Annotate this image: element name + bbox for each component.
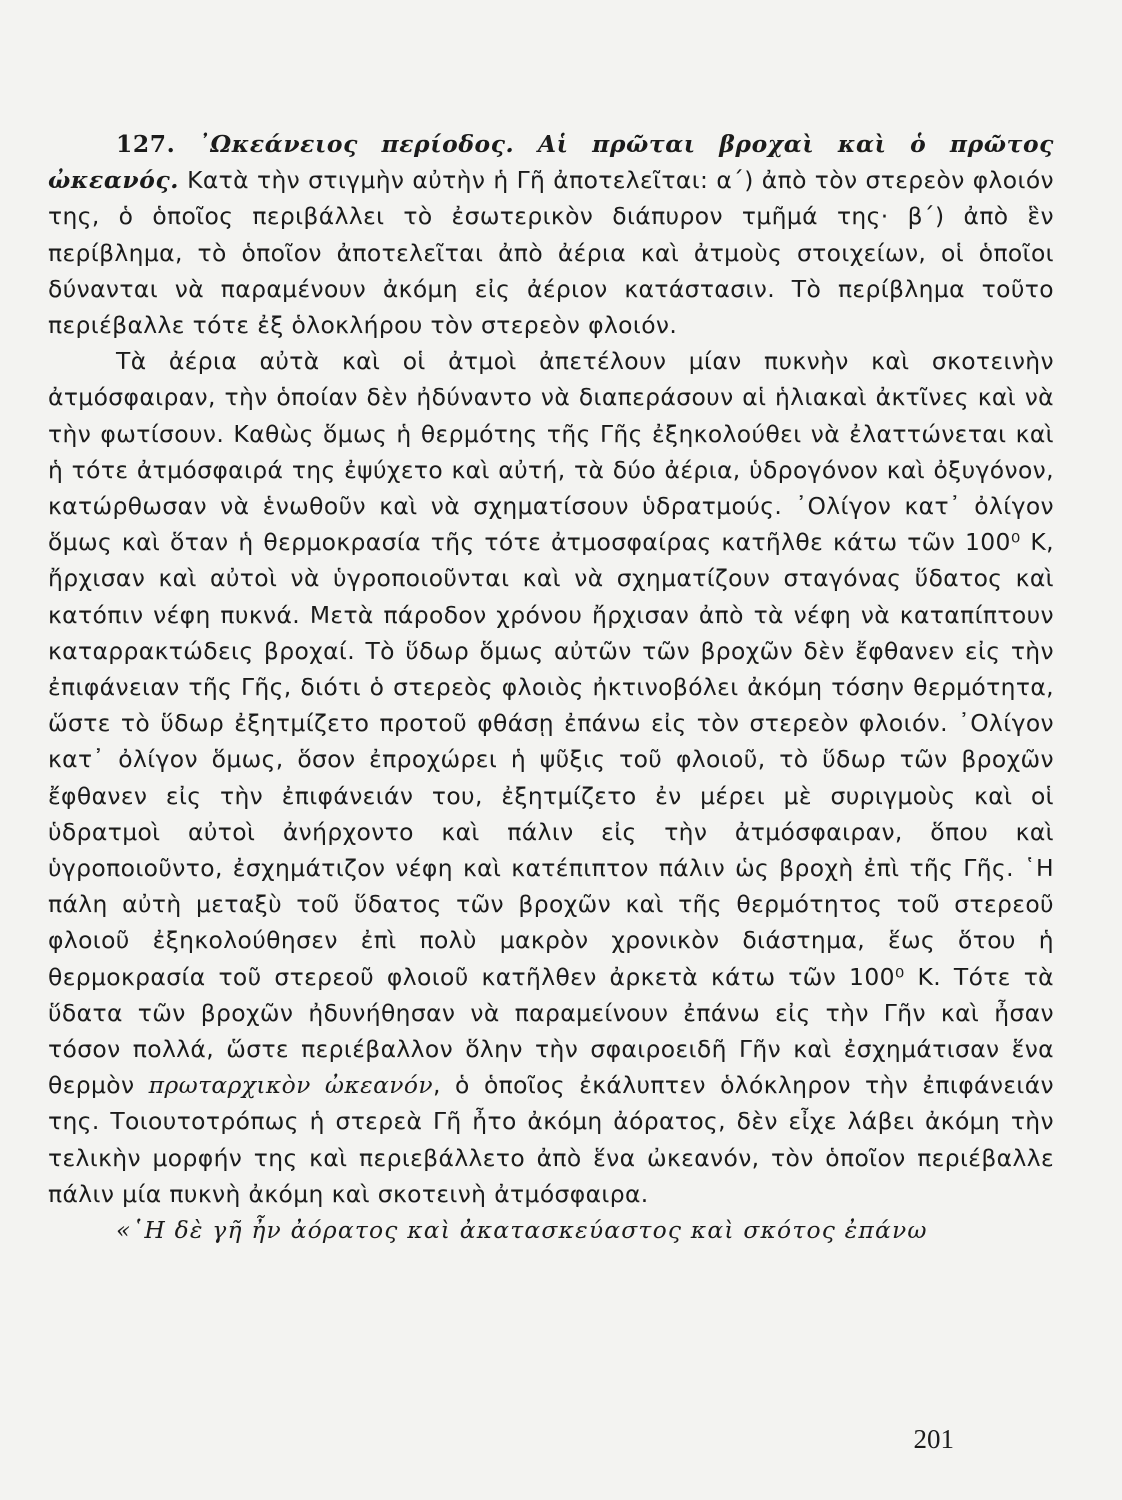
paragraph-2 xyxy=(48,343,1054,1212)
paragraph-2-text-b: , ὁ ὁποῖος ἐκάλυπτεν ὁλόκληρον τὴν ἐπιφάνειάν της. Τοιουτοτρόπως ἡ στερεὰ Γῆ ἦτο ἀκόμη ἀόρατος, δὲν εἶχε λάβει ἀκόμη τὴν τελικὴν μορφήν της καὶ περιεβάλλετο ἀπὸ ἕνα ὠκεανόν, τὸν ὁποῖον περιέβαλλε πάλιν μία πυκνὴ ἀκόμη καὶ σκοτεινὴ ἀτμόσφαιρα. xyxy=(48,1071,1054,1208)
paragraph-1 xyxy=(48,126,1054,343)
scripture-quote: «῾Η δὲ γῆ ἦν ἀόρατος καὶ ἀκατασκεύαστος καὶ σκότος ἐπάνω xyxy=(116,1216,928,1245)
page-number: 201 xyxy=(913,1424,954,1454)
paragraph-2-text-a: Τὰ ἀέρια αὐτὰ καὶ οἱ ἀτμοὶ ἀπετέλουν μίαν πυκνὴν καὶ σκοτεινὴν ἀτμόσφαιραν, τὴν ὁποίαν δὲν ἠδύναντο νὰ διαπεράσουν αἱ ἡλιακαὶ ἀκτῖνες καὶ νὰ τὴν φωτίσουν. Καθὼς ὅμως ἡ θερμότης τῆς Γῆς ἐξηκολούθει νὰ ἐλαττώνεται καὶ ἡ τότε ἀτμόσφαιρά της ἐψύχετο καὶ αὐτή, τὰ δύο ἀέρια, ὑδρογόνον καὶ ὀξυγόνον, κατώρθωσαν νὰ ἑνωθοῦν καὶ νὰ σχηματίσουν ὑδρατμούς. ᾿Ολίγον κατ᾿ ὀλίγον ὅμως καὶ ὅταν ἡ θερμοκρασία τῆς τότε ἀτμοσφαίρας κατῆλθε κάτω τῶν 100⁰ Κ, ἤρχισαν καὶ αὐτοὶ νὰ ὑγροποιοῦνται καὶ νὰ σχηματίζουν σταγόνας ὕδατος καὶ κατόπιν νέφη πυκνά. Μετὰ πάροδον χρόνου ἤρχισαν ἀπὸ τὰ νέφη νὰ καταπίπτουν καταρρακτώδεις βροχαί. Τὸ ὕδωρ ὅμως αὐτῶν τῶν βροχῶν δὲν ἔφθανεν εἰς τὴν ἐπιφάνειαν τῆς Γῆς, διότι ὁ στερεὸς φλοιὸς ἠκτινοβόλει ἀκόμη τόσην θερμότητα, ὥστε τὸ ὕδωρ ἐξητμίζετο προτοῦ φθάσῃ ἐπάνω εἰς τὸν στερεὸν φλοιόν. ᾿Ολίγον κατ᾿ ὀλίγον ὅμως, ὅσον ἐπροχώρει ἡ ψῦξις τοῦ φλοιοῦ, τὸ ὕδωρ τῶν βροχῶν ἔφθανεν εἰς τὴν ἐπιφάνειάν του, ἐξητμίζετο ἐν μέρει μὲ συριγμοὺς καὶ οἱ ὑδρατμοὶ αὐτοὶ ἀνήρχοντο καὶ πάλιν εἰς τὴν ἀτμόσφαιραν, ὅπου καὶ ὑγροποιοῦντο, ἐσχημάτιζον νέφη καὶ κατέπιπτον πάλιν ὡς βροχὴ ἐπὶ τῆς Γῆς. ῾Η πάλη αὐτὴ μεταξὺ τοῦ ὕδατος τῶν βροχῶν καὶ τῆς θερμότητος τοῦ στερεοῦ φλοιοῦ ἐξηκολούθησεν ἐπὶ πολὺ μακρὸν χρονικὸν διάστημα, ἕως ὅτου ἡ θερμοκρασία τοῦ στερεοῦ φλοιοῦ κατῆλθεν ἀρκετὰ κάτω τῶν 100⁰ Κ. Τότε τὰ ὕδατα τῶν βροχῶν ἠδυνήθησαν νὰ παραμείνουν ἐπάνω εἰς τὴν Γῆν καὶ ἦσαν τόσον πολλά, ὥστε περιέβαλλον ὅλην τὴν σφαιροειδῆ Γῆν καὶ ἐσχημάτισαν ἕνα θερμὸν xyxy=(48,347,1054,1100)
section-number: 127. xyxy=(116,130,176,158)
section-title: ᾿Ωκεάνειος περίοδος. Αἱ πρῶται βροχαὶ καὶ ὁ πρῶτος ὠκεανός. xyxy=(48,130,1054,195)
paragraph-2-emphasis: πρωταρχικὸν ὠκεανόν xyxy=(148,1071,434,1100)
body-text xyxy=(48,126,1054,1248)
paragraph-1-text: Κατὰ τὴν στιγμὴν αὐτὴν ἡ Γῆ ἀποτελεῖται: α΄) ἀπὸ τὸν στερεὸν φλοιόν της, ὁ ὁποῖος περιβάλλει τὸ ἐσωτερικὸν διάπυρον τμῆμά της· β΄) ἀπὸ ἓν περίβλημα, τὸ ὁποῖον ἀποτελεῖται ἀπὸ ἀέρια καὶ ἀτμοὺς στοιχείων, οἱ ὁποῖοι δύνανται νὰ παραμένουν ἀκόμη εἰς ἀέριον κατάστασιν. Τὸ περίβλημα τοῦτο περιέβαλλε τότε ἐξ ὁλοκλήρου τὸν στερεὸν φλοιόν. xyxy=(48,166,1054,340)
